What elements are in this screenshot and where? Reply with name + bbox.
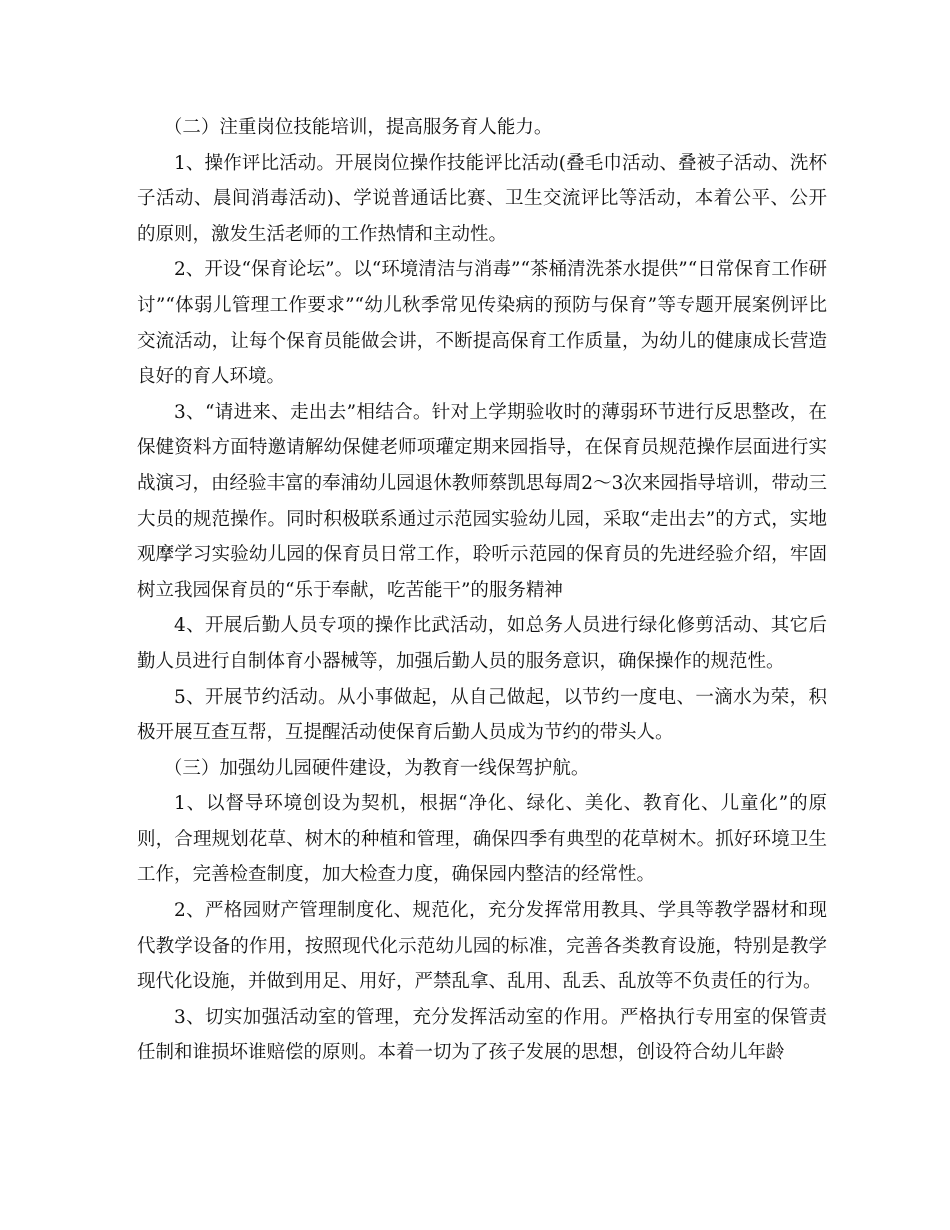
paragraph-2-3: 3、“请进来、走出去”相结合。针对上学期验收时的薄弱环节进行反思整改，在保健资料方面特邀请解幼保健老师项瓘定期来园指导，在保育员规范操作层面进行实战演习，由经验丰富的奉浦幼儿园退休教师蔡凯思每周2～3次来园指导培训，带动三大员的规范操作。同时积极联系通过示范园实验幼儿园，采取“走出去”的方式，实地观摩学习实验幼儿园的保育员日常工作，聆听示范园的保育员的先进经验介绍，牢固树立我园保育员的“乐于奉献，吃苦能干”的服务精神	[137, 401, 827, 601]
paragraph-2-2: 2、开设“保育论坛”。以“环境清洁与消毒”“茶桶清洗茶水提供”“日常保育工作研讨”“体弱儿管理工作要求”“幼儿秋季常见传染病的预防与保育”等专题开展案例评比交流活动，让每个保育员能做会讲，不断提高保育工作质量，为幼儿的健康成长营造良好的育人环境。	[137, 259, 827, 388]
paragraph-3-1: 1、以督导环境创设为契机，根据“净化、绿化、美化、教育化、儿童化”的原则，合理规划花草、树木的种植和管理，确保四季有典型的花草树木。抓好环境卫生工作，完善检查制度，加大检查力度，确保园内整洁的经常性。	[137, 793, 827, 886]
paragraph-2-1: 1、操作评比活动。开展岗位操作技能评比活动(叠毛巾活动、叠被子活动、洗杯子活动、晨间消毒活动)、学说普通话比赛、卫生交流评比等活动，本着公平、公开的原则，激发生活老师的工作热情和主动性。	[137, 152, 827, 245]
section-heading-3: （三）加强幼儿园硬件建设，为教育一线保驾护航。	[163, 757, 590, 779]
paragraph-2-4: 4、开展后勤人员专项的操作比武活动，如总务人员进行绿化修剪活动、其它后勤人员进行自制体育小器械等，加强后勤人员的服务意识，确保操作的规范性。	[137, 615, 827, 672]
paragraph-2-5: 5、开展节约活动。从小事做起，从自己做起，以节约一度电、一滴水为荣，积极开展互查互帮，互提醒活动使保育后勤人员成为节约的带头人。	[137, 686, 827, 744]
section-heading-2: （二）注重岗位技能培训，提高服务育人能力。	[163, 117, 553, 138]
paragraph-3-2: 2、严格园财产管理制度化、规范化，充分发挥常用教具、学具等教学器材和现代教学设备的作用，按照现代化示范幼儿园的标准，完善各类教育设施，特别是教学现代化设施，并做到用足、用好，严禁乱拿、乱用、乱丢、乱放等不负责任的行为。	[137, 900, 827, 993]
paragraph-3-3: 3、切实加强活动室的管理，充分发挥活动室的作用。严格执行专用室的保管责任制和谁损坏谁赔偿的原则。本着一切为了孩子发展的思想，创设符合幼儿年龄	[137, 1006, 827, 1064]
document-page	[137, 110, 827, 1071]
